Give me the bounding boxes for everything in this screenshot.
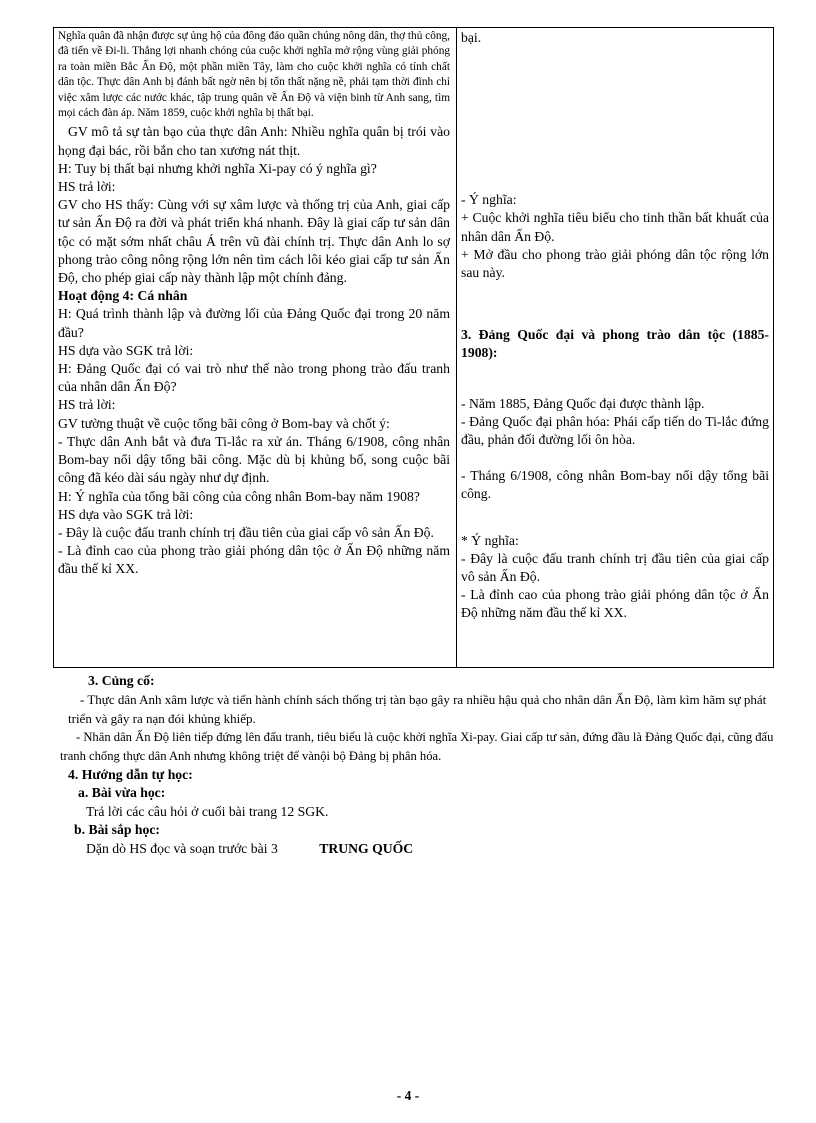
guide-a-text: Trả lời các câu hỏi ở cuối bài trang 12 SGK.	[86, 804, 329, 819]
summary-point-2: - Nhân dân Ấn Độ liên tiếp đứng lên đấu tranh, tiêu biểu là cuộc khởi nghĩa Xi-pay. Giai cấp tư sản, đứng đầu là Đảng Quốc đại, cũng đấu tranh chống thực dân Anh nhưng không triệt để vànội bộ Đảng bị phân hóa.	[60, 730, 774, 763]
page-number: - 4 -	[396, 1088, 420, 1103]
hs-answer-2: HS dựa vào SGK trả lời:	[58, 342, 194, 358]
summary-heading: 3. Củng cố:	[88, 673, 155, 688]
gv-explanation: GV cho HS thấy: Cùng với sự xâm lược và thống trị của Anh, giai cấp tư sản Ấn Độ ra đời và phát triển khá nhanh. Đây là giai cấp tư sản dân tộc có mặt sớm nhất châu Á trên vũ đài chính trị. Thực dân Anh lo sợ phong trào công nông rộng lớn nên tìm cách lôi kéo giai cấp tư sản Ấn Độ, cho phép giai cấp này thành lập một chính đảng.	[58, 197, 450, 286]
section-3-heading: 3. Đảng Quốc đại và phong trào dân tộc (1885-1908):	[461, 327, 769, 361]
strike-description: - Thực dân Anh bắt và đưa Ti-lắc ra xử án. Tháng 6/1908, công nhân Bom-bay nổi dậy tổng bãi công. Mặc dù bị khủng bố, song cuộc bãi công đã kéo dài sáu ngày như dự định.	[58, 433, 450, 486]
significance-point-2: + Mở đầu cho phong trào giải phóng dân tộc rộng lớn sau này.	[461, 246, 769, 281]
left-column	[58, 29, 450, 579]
point-split: - Đảng Quốc đại phân hóa: Phái cấp tiến do Ti-lắc đứng đầu, phản đối đường lối ôn hòa.	[461, 413, 769, 448]
right-column	[461, 29, 769, 623]
hs-answer-4: HS dựa vào SGK trả lời:	[58, 506, 194, 522]
lesson-table	[53, 27, 774, 668]
hs-answer-3: HS trả lời:	[58, 397, 116, 413]
question-3: H: Đảng Quốc đại có vai trò như thế nào trong phong trào đấu tranh của nhân dân Ấn Độ?	[58, 361, 450, 395]
guide-a-heading: a. Bài vừa học:	[78, 785, 166, 800]
significance-answer-1: - Đây là cuộc đấu tranh chính trị đầu tiên của giai cấp vô sản Ấn Độ.	[461, 550, 769, 585]
gv-narration: GV tường thuật về cuộc tổng bãi công ở Bom-bay và chốt ý:	[58, 415, 390, 431]
activity-4-heading: Hoạt động 4: Cá nhân	[58, 288, 188, 304]
guide-heading: 4. Hướng dẫn tự học:	[68, 767, 193, 782]
summary-point-1: - Thực dân Anh xâm lược và tiến hành chính sách thống trị tàn bạo gây ra nhiều hậu quả cho nhân dân Ấn Độ, làm kìm hãm sự phát triển và gây ra nạn đói khủng khiếp.	[68, 692, 767, 726]
significance-point-1: + Cuộc khởi nghĩa tiêu biểu cho tinh thần bất khuất của nhân dân Ấn Độ.	[461, 210, 769, 244]
column-divider	[456, 28, 457, 667]
point-1885: - Năm 1885, Đảng Quốc đại được thành lập.	[461, 395, 705, 411]
significance-label: - Ý nghĩa:	[461, 192, 517, 208]
question-2: H: Quá trình thành lập và đường lối của Đảng Quốc đại trong 20 năm đầu?	[58, 306, 450, 340]
post-table-content	[60, 672, 780, 858]
gv-description: GV mô tả sự tàn bạo của thực dân Anh: Nhiều nghĩa quân bị trói vào họng đại bác, rồi bắn cho tan xương nát thịt.	[58, 124, 450, 158]
right-bai: bại.	[461, 30, 482, 45]
point-1908: - Tháng 6/1908, công nhân Bom-bay nổi dậy tổng bãi công.	[461, 468, 769, 502]
significance-answer-2: - Là đỉnh cao của phong trào giải phóng dân tộc ở Ấn Độ những năm đầu thế kỉ XX.	[461, 587, 769, 621]
significance-label-2: * Ý nghĩa:	[461, 532, 519, 548]
hs-answer-1: HS trả lời:	[58, 179, 116, 195]
question-4: H: Ý nghĩa của tổng bãi công của công nhân Bom-bay năm 1908?	[58, 488, 420, 504]
answer-point-1: - Đây là cuộc đấu tranh chính trị đầu tiên của giai cấp vô sản Ấn Độ.	[58, 524, 434, 540]
guide-b-heading: b. Bài sắp học:	[74, 822, 160, 837]
answer-point-2: - Là đỉnh cao của phong trào giải phóng dân tộc ở Ấn Độ những năm đầu thế kỉ XX.	[58, 543, 450, 577]
next-lesson-title: TRUNG QUỐC	[319, 841, 414, 856]
guide-b-text: Dặn dò HS đọc và soạn trước bài 3	[86, 841, 278, 856]
intro-paragraph: Nghĩa quân đã nhận được sự ủng hộ của đông đảo quần chúng nông dân, thợ thủ công, đã tiến về Đi-li. Thắng lợi nhanh chóng của cuộc khởi nghĩa mở rộng vùng giải phóng ra toàn miền Bắc Ấn Độ, một phần miền Tây, làm cho cuộc khởi nghĩa có tính chất dân tộc. Thực dân Anh bị đánh bất ngờ nên bị tổn thất nặng nề, phải tạm thời đình chỉ việc xâm lược các nước khác, tập trung quân về Ấn Độ và viện binh từ Anh sang, tìm mọi cách đàn áp. Năm 1859, cuộc khởi nghĩa bị thất bại.	[58, 30, 450, 120]
guide-b-line	[60, 839, 780, 858]
question-1: H: Tuy bị thất bại nhưng khởi nghĩa Xi-pay có ý nghĩa gì?	[58, 160, 377, 176]
